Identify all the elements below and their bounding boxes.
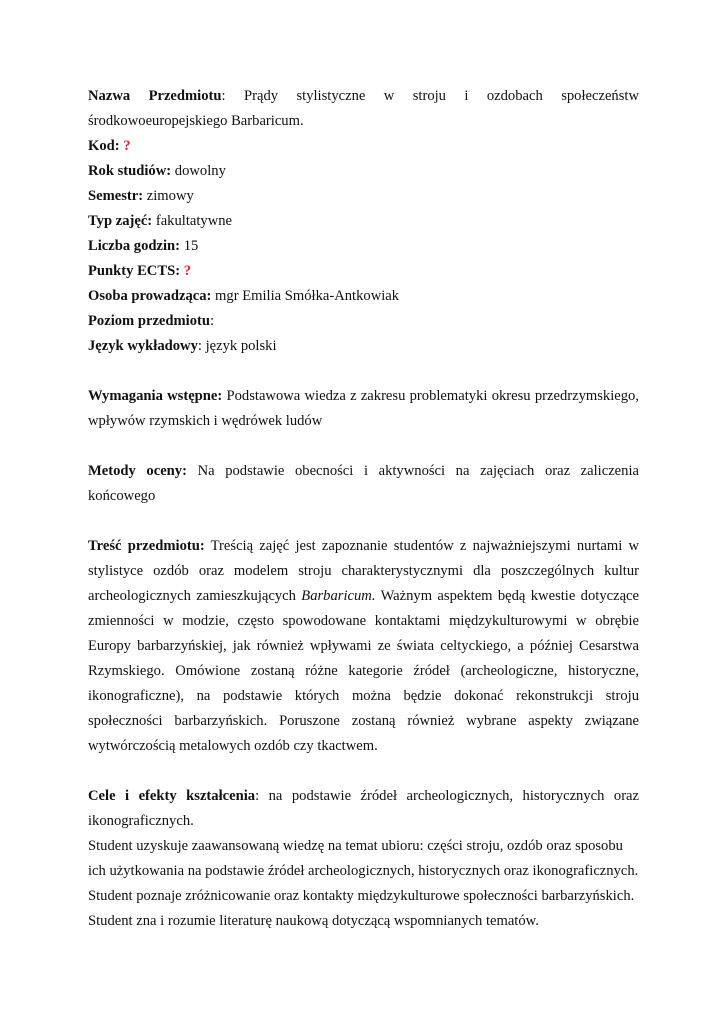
class-type-label: Typ zajęć:	[88, 213, 153, 229]
goals-line-1	[88, 784, 639, 809]
content-text-7: ikonograficzne), na podstawie których można będzie dokonać rekonstrukcji stroju	[88, 688, 639, 704]
requirements-label: Wymagania wstępne:	[88, 388, 223, 404]
hours-value: 15	[183, 238, 199, 254]
language-value: : język polski	[197, 338, 277, 354]
assessment-line-1	[88, 459, 639, 484]
content-line-6	[88, 659, 639, 684]
content-line-9	[88, 734, 639, 759]
level-value: :	[210, 313, 215, 329]
content-line-1	[88, 534, 639, 559]
semester-label: Semestr:	[88, 188, 144, 204]
goals-line-6	[88, 909, 639, 934]
goals-text-4: ich użytkowania na podstawie źródeł archeologicznych, historycznych oraz ikonograficznych.	[88, 863, 639, 879]
requirements-text-2: wpływów rzymskich i wędrówek ludów	[88, 413, 323, 429]
goals-line-5	[88, 884, 639, 909]
ects-value: ?	[183, 263, 192, 279]
ects-label: Punkty ECTS:	[88, 263, 181, 279]
content-line-8	[88, 709, 639, 734]
content-text-3b: Ważnym aspektem będą kwestie dotyczące	[380, 588, 640, 604]
goals-text-1: : na podstawie źródeł archeologicznych, historycznych oraz	[255, 788, 640, 804]
content-text-6: Rzymskiego. Omówione zostaną różne kategorie źródeł (archeologiczne, historyczne,	[88, 663, 639, 679]
requirements-text-1: Podstawowa wiedza z zakresu problematyki okresu przedrzymskiego,	[226, 388, 639, 404]
class-type-value: fakultatywne	[155, 213, 233, 229]
content-line-2	[88, 559, 639, 584]
course-name-line-1: Nazwa Przedmiotu: Prądy stylistyczne w stroju i ozdobach społeczeństw	[88, 88, 640, 104]
goals-text-3: Student uzyskuje zaawansowaną wiedzę na temat ubioru: części stroju, ozdób oraz sposobu	[88, 838, 623, 854]
content-text-4: zmienności w modzie, często spowodowane kontaktami międzykulturowymi w obrębie	[88, 613, 639, 629]
level-label: Poziom przedmiotu	[88, 313, 210, 329]
course-name-label: Nazwa Przedmiotu	[88, 88, 222, 104]
year-value: dowolny	[174, 163, 226, 179]
content-line-7	[88, 684, 639, 709]
content-text-3a: archeologicznych zamieszkujących	[88, 588, 296, 604]
code-label: Kod:	[88, 138, 120, 154]
assessment-label: Metody oceny:	[88, 463, 187, 479]
hours-label: Liczba godzin:	[88, 238, 181, 254]
assessment-text-2: końcowego	[88, 488, 156, 504]
year-field	[88, 159, 639, 184]
goals-line-2	[88, 809, 639, 834]
content-text-8: społeczności barbarzyńskich. Poruszone zostaną również wybrane aspekty związane	[88, 713, 639, 729]
goals-text-5: Student poznaje zróżnicowanie oraz kontakty międzykulturowe społeczności barbarzyńskich.	[88, 888, 635, 904]
goals-line-4	[88, 859, 639, 884]
content-label: Treść przedmiotu:	[88, 538, 205, 554]
content-text-1: Treścią zajęć jest zapoznanie studentów z najważniejszymi nurtami w	[210, 538, 639, 554]
content-text-5: Europy barbarzyńskiej, jak również wpływami ze świata celtyckiego, a później Cesarstwa	[88, 638, 639, 654]
content-line-4	[88, 609, 639, 634]
lecturer-field	[88, 284, 639, 309]
requirements-line-2	[88, 409, 639, 434]
requirements-line-1	[88, 384, 639, 409]
course-name-line-2	[88, 109, 639, 134]
semester-field	[88, 184, 639, 209]
goals-line-3	[88, 834, 639, 859]
lecturer-value: mgr Emilia Smółka-Antkowiak	[215, 288, 400, 304]
year-label: Rok studiów:	[88, 163, 172, 179]
ects-field	[88, 259, 639, 284]
content-line-5	[88, 634, 639, 659]
content-text-2: stylistyce ozdób oraz modelem stroju charakterystycznymi dla poszczególnych kultur	[88, 563, 639, 579]
document-page	[88, 84, 639, 934]
goals-text-2: ikonograficznych.	[88, 813, 194, 829]
language-label: Język wykładowy	[88, 338, 198, 354]
class-type-field	[88, 209, 639, 234]
lecturer-label: Osoba prowadząca:	[88, 288, 212, 304]
goals-text-6: Student zna i rozumie literaturę naukową dotyczącą wspomnianych tematów.	[88, 913, 539, 929]
content-text-3-italic: Barbaricum.	[301, 588, 376, 604]
hours-field	[88, 234, 639, 259]
language-field	[88, 334, 639, 359]
level-field	[88, 309, 639, 334]
assessment-text-1: Na podstawie obecności i aktywności na zajęciach oraz zaliczenia	[197, 463, 639, 479]
code-field	[88, 134, 639, 159]
goals-label: Cele i efekty kształcenia	[88, 788, 256, 804]
content-line-3	[88, 584, 639, 609]
semester-value: zimowy	[146, 188, 194, 204]
course-name-value-cont: środkowoeuropejskiego Barbaricum.	[88, 113, 304, 129]
course-name-value: Prądy stylistyczne w stroju i ozdobach społeczeństw	[244, 88, 640, 104]
assessment-line-2	[88, 484, 639, 509]
content-text-9: wytwórczością metalowych ozdób czy tkactwem.	[88, 738, 378, 754]
code-value: ?	[123, 138, 131, 154]
